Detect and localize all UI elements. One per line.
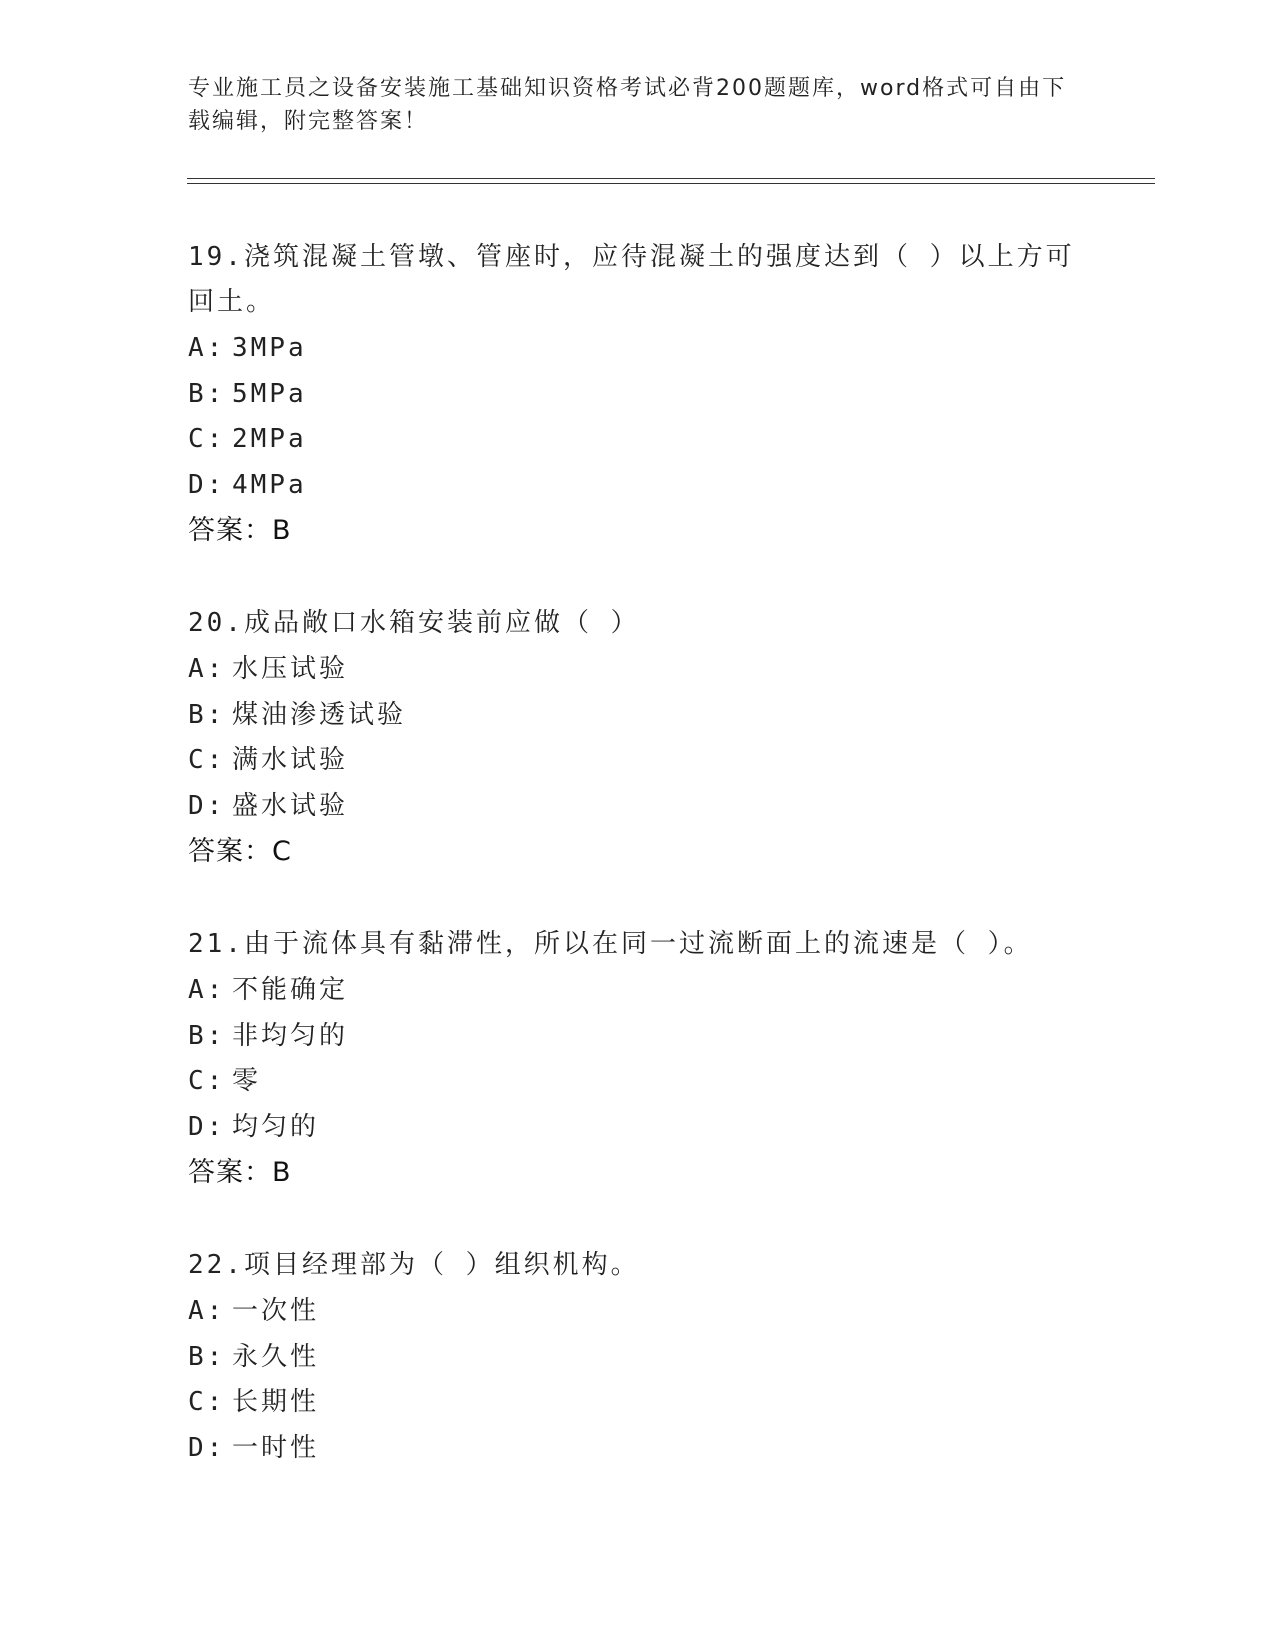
option-text: 2MPa	[232, 424, 307, 454]
option-key: B:	[188, 1341, 226, 1372]
option-b	[188, 693, 1088, 739]
option-text: 一次性	[232, 1296, 320, 1326]
option-text: 盛水试验	[232, 790, 349, 821]
option-key: D:	[188, 1432, 226, 1463]
answer-line: 答案：B	[188, 515, 292, 546]
option-a	[188, 968, 1088, 1014]
option-a	[188, 326, 1088, 372]
question-19	[188, 235, 1088, 554]
option-key: D:	[188, 1111, 226, 1142]
option-c	[188, 738, 1088, 784]
option-text: 非均匀的	[232, 1020, 349, 1051]
option-b	[188, 1014, 1088, 1060]
answer-line: 答案：C	[188, 836, 292, 867]
option-b	[188, 372, 1088, 418]
option-text: 长期性	[232, 1387, 320, 1417]
option-c	[188, 1380, 1088, 1426]
option-key: D:	[188, 790, 226, 821]
option-a	[188, 647, 1088, 693]
document-header: 专业施工员之设备安装施工基础知识资格考试必背200题题库，word格式可自由下载编辑，附完整答案！	[188, 76, 1067, 134]
question-list	[188, 235, 1088, 1471]
question-21	[188, 922, 1088, 1196]
option-key: C:	[188, 1387, 226, 1417]
option-text: 均匀的	[232, 1111, 320, 1142]
header-divider-bottom	[187, 183, 1155, 184]
option-c	[188, 417, 1088, 463]
option-key: A:	[188, 1296, 226, 1326]
option-text: 煤油渗透试验	[232, 699, 407, 730]
option-a	[188, 1289, 1088, 1335]
question-stem: 21.由于流体具有黏滞性，所以在同一过流断面上的流速是（ ）。	[188, 929, 1033, 959]
option-key: A:	[188, 333, 226, 363]
option-b	[188, 1335, 1088, 1381]
option-key: B:	[188, 378, 226, 409]
option-text: 4MPa	[232, 469, 307, 500]
question-22	[188, 1243, 1088, 1471]
option-text: 不能确定	[232, 975, 349, 1005]
option-c	[188, 1059, 1088, 1105]
header-divider-top	[187, 178, 1155, 179]
option-d	[188, 1105, 1088, 1151]
option-key: A:	[188, 654, 226, 684]
option-text: 一时性	[232, 1432, 320, 1463]
option-text: 永久性	[232, 1341, 320, 1372]
question-stem: 20.成品敞口水箱安装前应做（ ）	[188, 608, 640, 638]
option-key: C:	[188, 745, 226, 775]
question-stem: 19.浇筑混凝土管墩、管座时，应待混凝土的强度达到（ ）以上方可回土。	[188, 242, 1075, 317]
option-key: B:	[188, 1020, 226, 1051]
option-text: 零	[232, 1066, 262, 1096]
option-key: B:	[188, 699, 226, 730]
option-d	[188, 1426, 1088, 1472]
option-key: D:	[188, 469, 226, 500]
option-d	[188, 463, 1088, 509]
option-key: C:	[188, 424, 226, 454]
question-stem: 22.项目经理部为（ ）组织机构。	[188, 1250, 640, 1280]
option-text: 满水试验	[232, 745, 349, 775]
question-20	[188, 601, 1088, 875]
option-text: 3MPa	[232, 333, 307, 363]
option-text: 5MPa	[232, 378, 307, 409]
answer-line: 答案：B	[188, 1157, 292, 1188]
option-key: C:	[188, 1066, 226, 1096]
option-key: A:	[188, 975, 226, 1005]
option-text: 水压试验	[232, 654, 349, 684]
option-d	[188, 784, 1088, 830]
